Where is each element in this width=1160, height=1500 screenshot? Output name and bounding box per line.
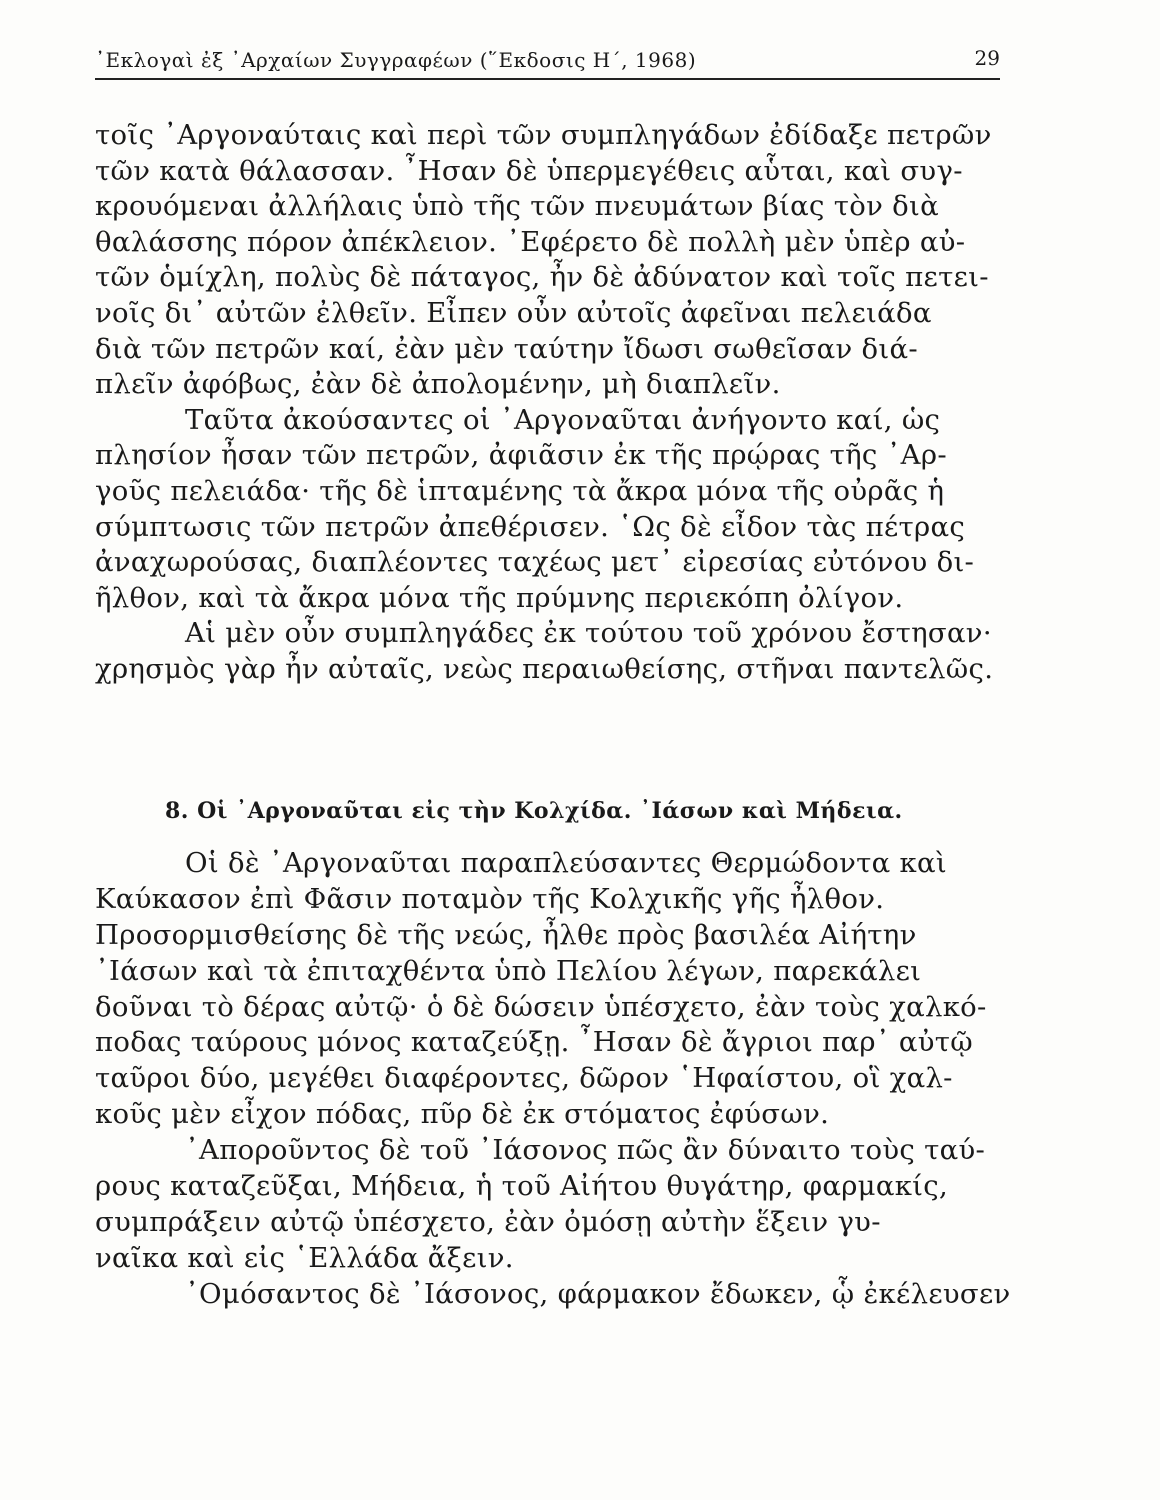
- running-head: [95, 42, 1000, 80]
- paragraph: [95, 118, 1015, 403]
- text-line: Προσορμισθείσης δὲ τῆς νεώς, ἦλθε πρὸς βασιλέα Αἰήτην: [95, 918, 917, 951]
- text-line: ᾽Απορoῦντος δὲ τοῦ ᾽Ιάσονος πῶς ἂν δύναιτο τοὺς ταύ-: [185, 1134, 986, 1167]
- text-line: ἀναχωρούσας, διαπλέοντες ταχέως μετ᾽ εἰρεσίας εὐτόνου δι-: [95, 546, 975, 579]
- text-line: ρους καταζεῦξαι, Μήδεια, ἡ τοῦ Αἰήτου θυγάτηρ, φαρμακίς,: [95, 1170, 949, 1203]
- paragraph: [95, 403, 1015, 617]
- text-line: θαλάσσης πόρον ἀπέκλειον. ᾽Εφέρετο δὲ πολλὴ μὲν ὑπὲρ αὐ-: [95, 225, 966, 258]
- page-number: 29: [974, 46, 1000, 70]
- text-line: ποδας ταύρους μόνος καταζεύξῃ. ῏Ησαν δὲ ἄγριοι παρ᾽ αὐτῷ: [95, 1026, 974, 1059]
- paragraph: [95, 1277, 1025, 1313]
- text-line: πλεῖν ἀφόβως, ἐὰν δὲ ἀπολομένην, μὴ διαπλεῖν.: [95, 368, 781, 401]
- text-line: Ταῦτα ἀκούσαντες οἱ ᾽Αργοναῦται ἀνήγοντο καί, ὡς: [185, 403, 941, 436]
- text-line: τῶν κατὰ θάλασσαν. ῏Ησαν δὲ ὑπερμεγέθεις αὗται, καὶ συγ-: [95, 154, 963, 187]
- running-title: ᾽Εκλογαὶ ἐξ ᾽Αρχαίων Συγγραφέων (῞Εκδοσις Η΄, 1968): [95, 48, 697, 72]
- section-heading: 8. Οἱ ᾽Αργοναῦται εἰς τὴν Κολχίδα. ᾽Ιάσων καὶ Μήδεια.: [165, 798, 903, 824]
- paragraph: [95, 1133, 1025, 1277]
- text-line: γοῦς πελειάδα· τῆς δὲ ἱπταμένης τὰ ἄκρα μόνα τῆς οὐρᾶς ἡ: [95, 474, 945, 507]
- text-line: ναῖκα καὶ εἰς ῾Ελλάδα ἄξειν.: [95, 1241, 514, 1274]
- text-line: πλησίον ἦσαν τῶν πετρῶν, ἀφιᾶσιν ἐκ τῆς πρῴρας τῆς ᾽Αρ-: [95, 439, 947, 472]
- body-text-top: [95, 118, 1015, 688]
- text-line: ταῦροι δύο, μεγέθει διαφέροντες, δῶρον ῾Ηφαίστου, οἳ χαλ-: [95, 1062, 953, 1095]
- text-line: χρησμὸς γὰρ ἦν αὐταῖς, νεὼς περαιωθείσης, στῆναι παντελῶς.: [95, 652, 994, 685]
- text-line: δοῦναι τὸ δέρας αὐτῷ· ὁ δὲ δώσειν ὑπέσχετο, ἐὰν τοὺς χαλκό-: [95, 990, 987, 1023]
- text-line: νοῖς δι᾽ αὐτῶν ἐλθεῖν. Εἶπεν οὖν αὐτοῖς ἀφεῖναι πελειάδα: [95, 296, 932, 329]
- text-line: κοῦς μὲν εἶχον πόδας, πῦρ δὲ ἐκ στόματος ἐφύσων.: [95, 1098, 830, 1131]
- text-line: Οἱ δὲ ᾽Αργοναῦται παραπλεύσαντες Θερμώδοντα καὶ: [185, 847, 947, 879]
- body-text-bottom: [95, 846, 1025, 1313]
- text-line: τοῖς ᾽Αργοναύταις καὶ περὶ τῶν συμπληγάδων ἐδίδαξε πετρῶν: [95, 119, 992, 151]
- text-line: ῆλθον, καὶ τὰ ἄκρα μόνα τῆς πρύμνης περιεκόπη ὀλίγον.: [95, 581, 904, 614]
- text-line: Καύκασον ἐπὶ Φᾶσιν ποταμὸν τῆς Κολχικῆς γῆς ἦλθον.: [95, 882, 885, 915]
- text-line: διὰ τῶν πετρῶν καί, ἐὰν μὲν ταύτην ἴδωσι σωθεῖσαν διά-: [95, 332, 918, 365]
- text-line: ᾽Ομόσαντος δὲ ᾽Ιάσονος, φάρμακον ἔδωκεν, ᾧ ἐκέλευσεν: [185, 1277, 1011, 1310]
- text-line: ᾽Ιάσων καὶ τὰ ἐπιταχθέντα ὑπὸ Πελίου λέγων, παρεκάλει: [95, 954, 922, 987]
- text-line: σύμπτωσις τῶν πετρῶν ἀπεθέρισεν. ῾Ως δὲ εἶδον τὰς πέτρας: [95, 510, 966, 543]
- text-line: τῶν ὁμίχλη, πολὺς δὲ πάταγος, ἦν δὲ ἀδύνατον καὶ τοῖς πετει-: [95, 261, 989, 294]
- text-line: Αἱ μὲν οὖν συμπληγάδες ἐκ τούτου τοῦ χρόνου ἔστησαν·: [185, 617, 992, 650]
- text-line: κρουόμεναι ἀλλήλαις ὑπὸ τῆς τῶν πνευμάτων βίας τὸν διὰ: [95, 190, 939, 223]
- text-line: συμπράξειν αὐτῷ ὑπέσχετο, ἐὰν ὀμόσῃ αὐτὴν ἕξειν γυ-: [95, 1205, 881, 1238]
- paragraph: [95, 616, 1015, 687]
- paragraph: [95, 846, 1025, 1133]
